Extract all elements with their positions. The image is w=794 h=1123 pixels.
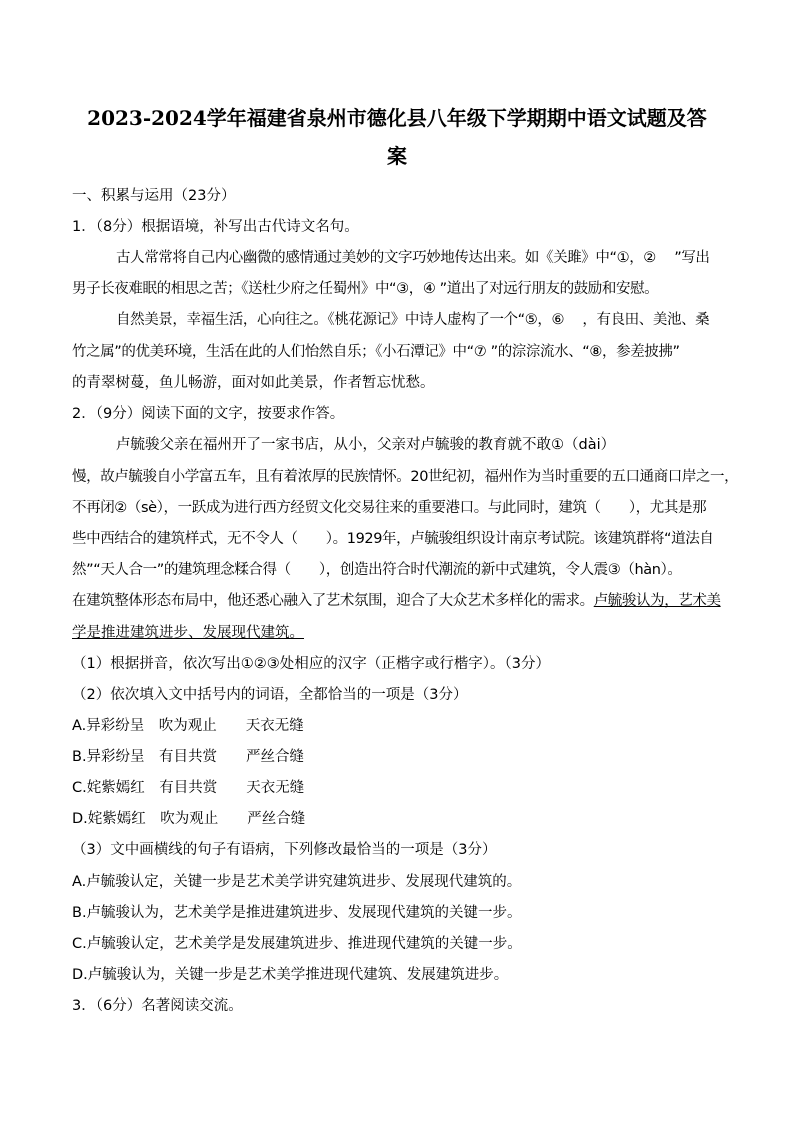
option-d: D.卢毓骏认为，关键一步是艺术美学推进现代建筑、发展建筑进步。 — [72, 967, 509, 983]
q1-line: 男子长夜难眠的相思之苦；《送杜少府之任蜀州》中“③，④ ”道出了对远行朋友的鼓励和安慰。 — [72, 281, 659, 297]
option-b: B.卢毓骏认为，艺术美学是推进建筑进步、发展现代建筑的关键一步。 — [72, 905, 522, 921]
underlined-sentence: 学是推进建筑进步、发展现代建筑。 — [72, 625, 304, 641]
q2-line: 慢，故卢毓骏自小学富五车，且有着浓厚的民族情怀。20世纪初，福州作为当时重要的五口通商口岸之一， — [72, 469, 739, 485]
option-d: D.姹紫嫣红 吹为观止 严丝合缝 — [72, 811, 306, 827]
section-heading: 一、积累与运用（23分） — [72, 188, 236, 204]
q1-line: 竹之属”的优美环境，生活在此的人们怡然自乐；《小石潭记》中“⑦ ”的淙淙流水、“⑧，参差披拂” — [72, 344, 680, 360]
sub-question-3: （3）文中画横线的句子有语病，下列修改最恰当的一项是（3分） — [72, 842, 497, 858]
document-title-cont: 案 — [387, 144, 407, 168]
q1-line: 自然美景，幸福生活，心向往之。《桃花源记》中诗人虚构了一个“⑤，⑥ ，有良田、美池、桑 — [116, 312, 710, 328]
document-title: 2023-2024学年福建省泉州市德化县八年级下学期期中语文试题及答 — [87, 106, 707, 130]
q1-line: 的青翠树蔓，鱼儿畅游，面对如此美景，作者暂忘忧愁。 — [72, 375, 435, 391]
q2-line: 然”“天人合一”的建筑理念糅合得（ ），创造出符合时代潮流的新中式建筑，令人震③（hàn）。 — [72, 562, 682, 578]
sub-question-1: （1）根据拼音，依次写出①②③处相应的汉字（正楷字或行楷字）。（3分） — [72, 656, 550, 672]
underlined-sentence: 卢毓骏认为，艺术美 — [593, 593, 721, 609]
option-c: C.卢毓骏认定，艺术美学是发展建筑进步、推进现代建筑的关键一步。 — [72, 936, 522, 952]
question-3-stem: 3．（6分）名著阅读交流。 — [72, 998, 243, 1014]
option-a: A.异彩纷呈 吹为观止 天衣无缝 — [72, 718, 304, 734]
option-b: B.异彩纷呈 有目共赏 严丝合缝 — [72, 749, 305, 765]
sub-question-2: （2）依次填入文中括号内的词语，全都恰当的一项是（3分） — [72, 687, 468, 703]
q2-line: 卢毓骏父亲在福州开了一家书店，从小，父亲对卢毓骏的教育就不敢①（dài） — [116, 437, 616, 453]
q2-line: 些中西结合的建筑样式，无不令人（ ）。1929年，卢毓骏组织设计南京考试院。该建筑群将“道法自 — [72, 531, 714, 547]
option-c: C.姹紫嫣红 有目共赏 天衣无缝 — [72, 780, 305, 796]
q1-line: 古人常常将自己内心幽微的感情通过美妙的文字巧妙地传达出来。如《关雎》中“①，② ”写出 — [116, 250, 710, 266]
q2-line: 不再闭②（sè），一跃成为进行西方经贸文化交易往来的重要港口。与此同时，建筑（ ），尤其是那 — [72, 500, 707, 516]
question-2-stem: 2．（9分）阅读下面的文字，按要求作答。 — [72, 406, 345, 422]
q2-line — [72, 591, 722, 611]
question-1-stem: 1．（8分）根据语境，补写出古代诗文名句。 — [72, 219, 359, 235]
passage-text: 在建筑整体形态布局中，他还悉心融入了艺术氛围，迎合了大众艺术多样化的需求。 — [72, 593, 594, 609]
option-a: A.卢毓骏认定，关键一步是艺术美学讲究建筑进步、发展现代建筑的。 — [72, 874, 522, 890]
